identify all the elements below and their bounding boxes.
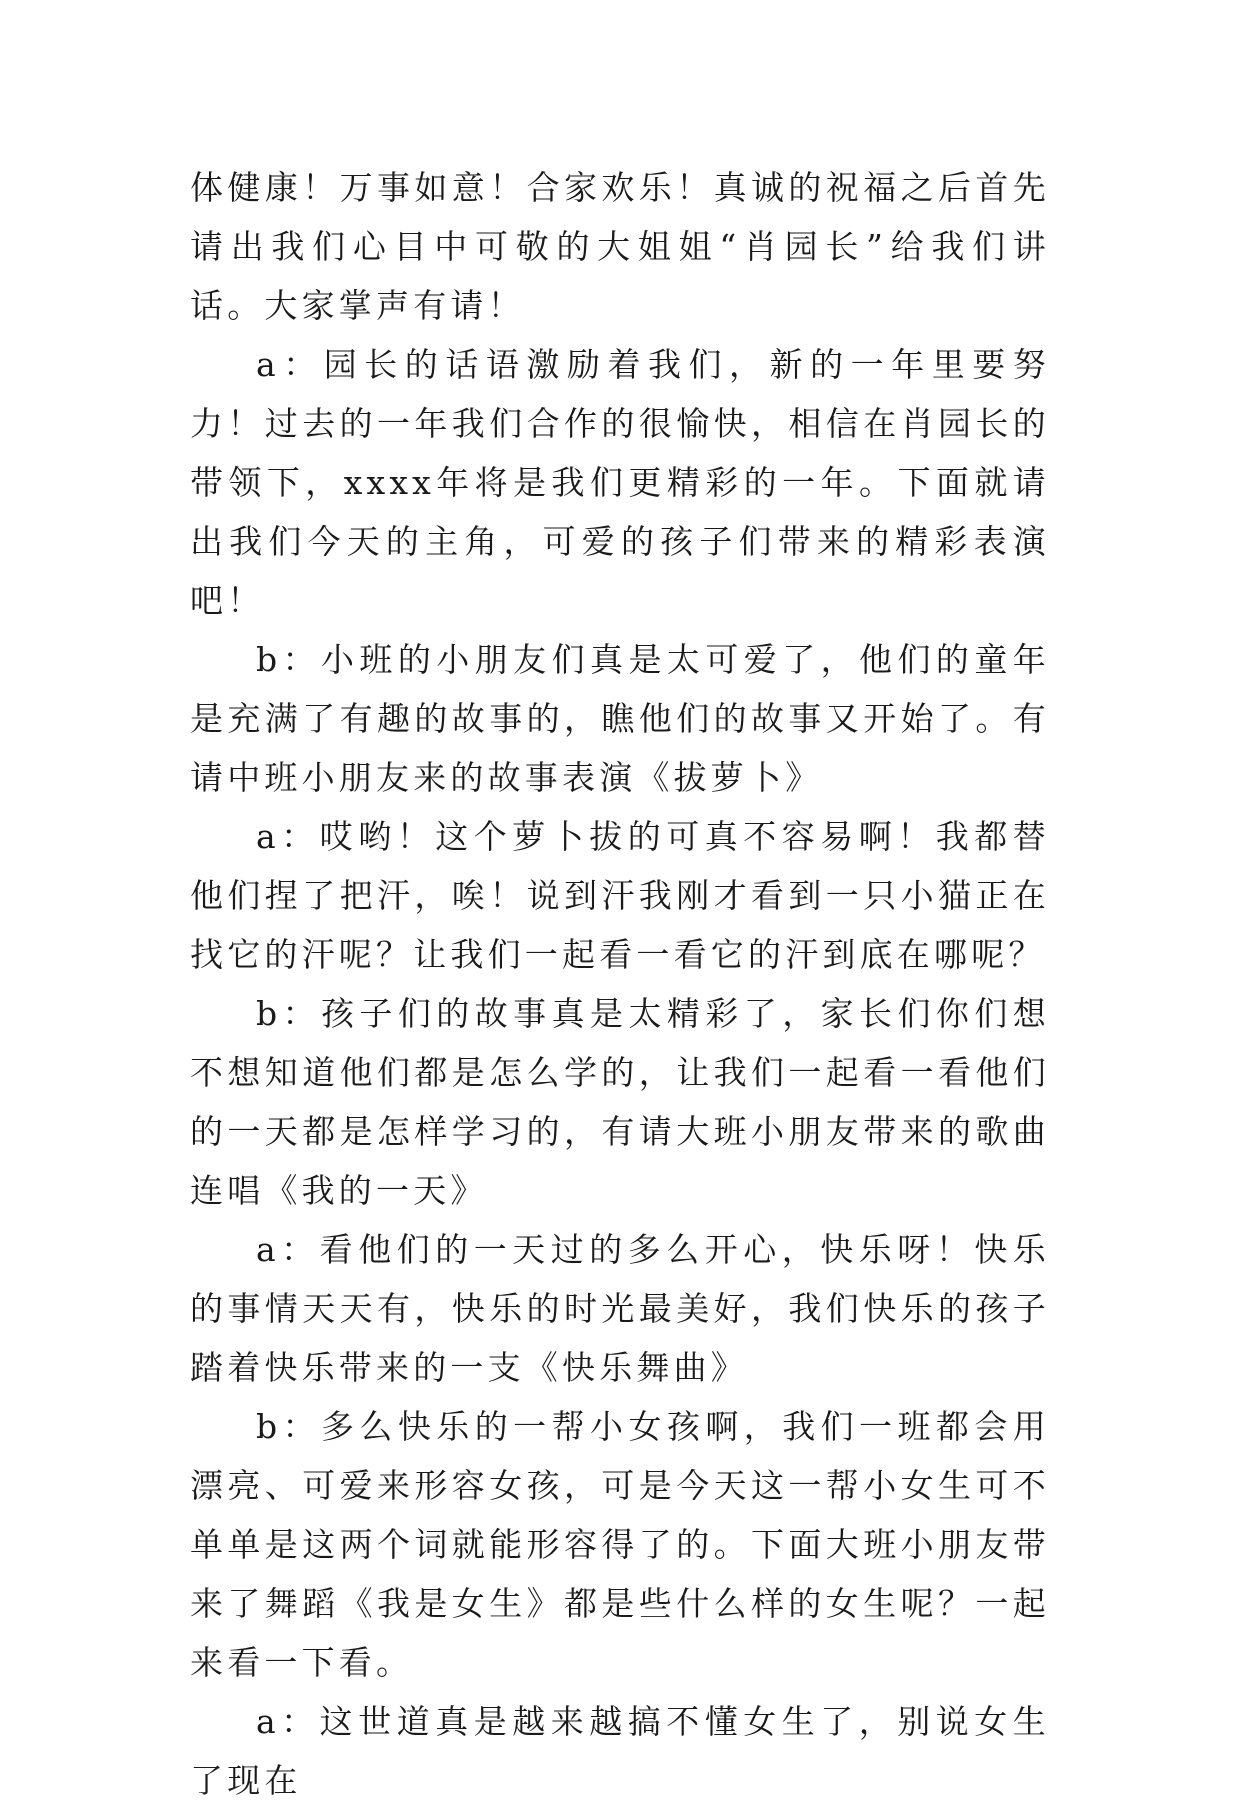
paragraph: a：园长的话语激励着我们，新的一年里要努力！过去的一年我们合作的很愉快，相信在肖园长的带领下，xxxx年将是我们更精彩的一年。下面就请出我们今天的主角，可爱的孩子们带来的精彩表演吧！ (190, 345, 1050, 620)
paragraph: a：这世道真是越来越搞不懂女生了，别说女生了现在 (190, 1702, 1050, 1800)
paragraph: 体健康！万事如意！合家欢乐！真诚的祝福之后首先请出我们心目中可敬的大姐姐“肖园长”给我们讲话。大家掌声有请！ (190, 168, 1050, 325)
document-body (190, 158, 1050, 1810)
paragraph: a：看他们的一天过的多么开心，快乐呀！快乐的事情天天有，快乐的时光最美好，我们快乐的孩子踏着快乐带来的一支《快乐舞曲》 (190, 1230, 1050, 1387)
paragraph: b：小班的小朋友们真是太可爱了，他们的童年是充满了有趣的故事的，瞧他们的故事又开始了。有请中班小朋友来的故事表演《拔萝卜》 (190, 640, 1050, 797)
paragraph: b：孩子们的故事真是太精彩了，家长们你们想不想知道他们都是怎么学的，让我们一起看一看他们的一天都是怎样学习的，有请大班小朋友带来的歌曲连唱《我的一天》 (190, 994, 1050, 1210)
paragraph: a：哎哟！这个萝卜拔的可真不容易啊！我都替他们捏了把汗，唉！说到汗我刚才看到一只小猫正在找它的汗呢？让我们一起看一看它的汗到底在哪呢？ (190, 817, 1050, 974)
paragraph: b：多么快乐的一帮小女孩啊，我们一班都会用漂亮、可爱来形容女孩，可是今天这一帮小女生可不单单是这两个词就能形容得了的。下面大班小朋友带来了舞蹈《我是女生》都是些什么样的女生呢？一起来看一下看。 (190, 1407, 1050, 1682)
